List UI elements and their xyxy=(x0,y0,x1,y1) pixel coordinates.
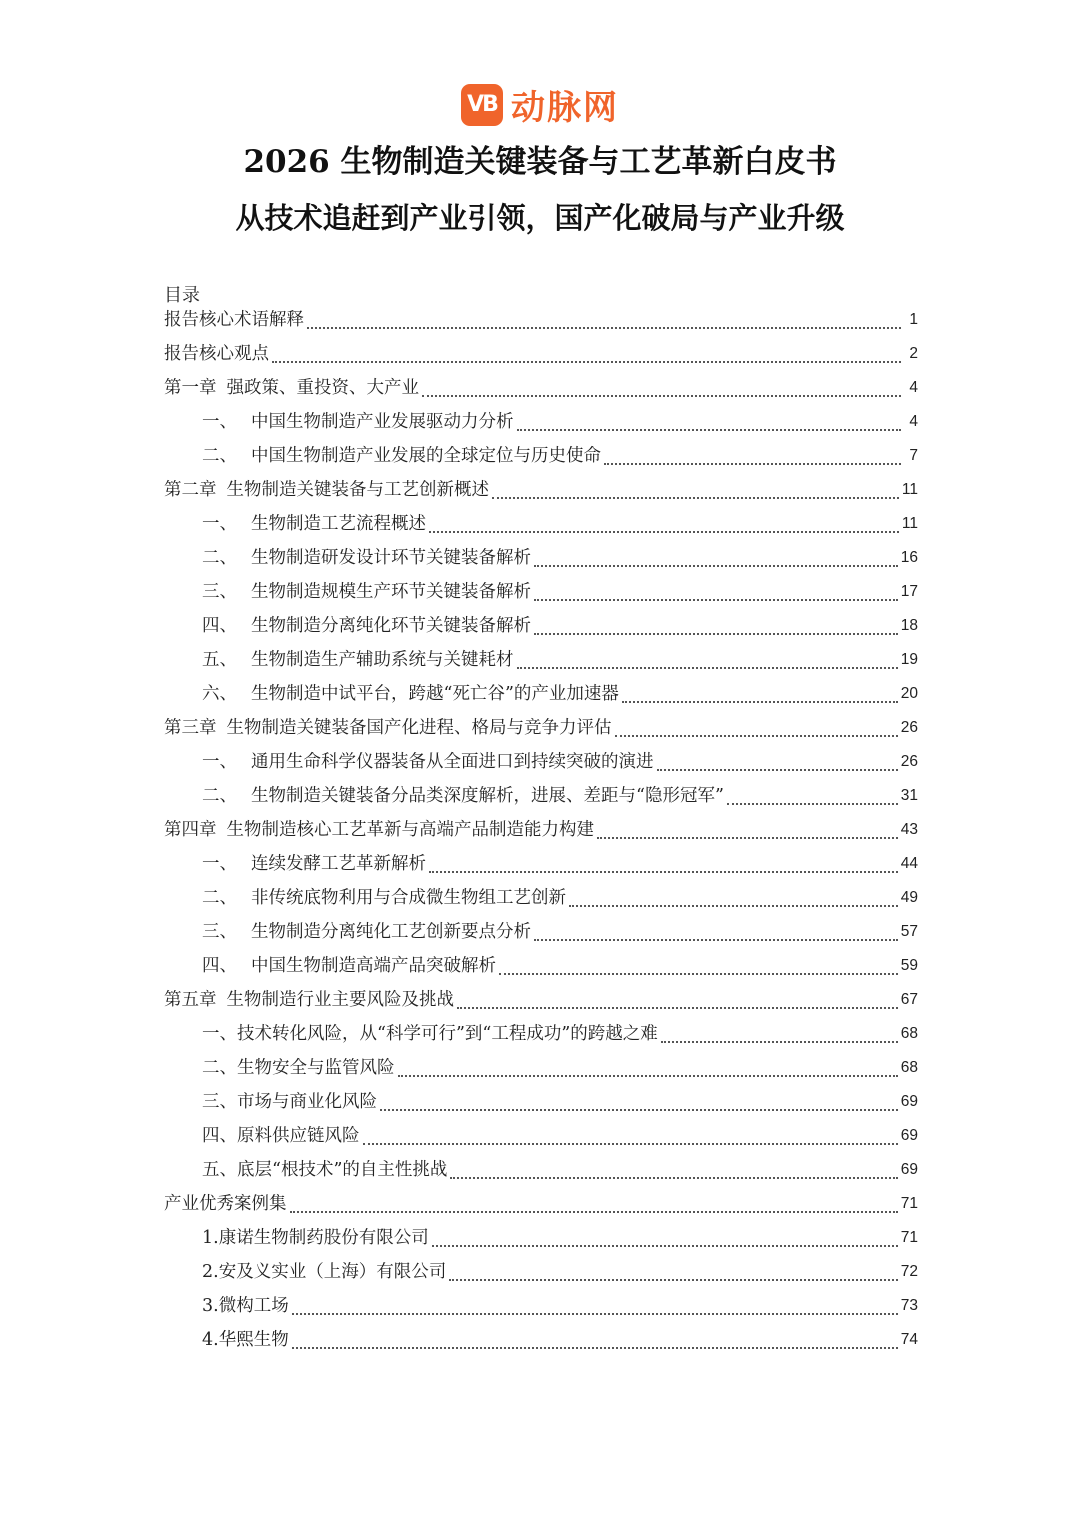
toc-entry[interactable] xyxy=(164,1323,918,1357)
toc-entry-number: 二、 xyxy=(202,446,237,466)
toc-entry-label xyxy=(202,779,724,813)
toc-entry-page: 68 xyxy=(900,1059,918,1076)
toc-entry-label xyxy=(202,405,514,439)
toc-entry-text: 通用生命科学仪器装备从全面进口到持续突破的演进 xyxy=(251,752,654,772)
toc-entry[interactable] xyxy=(164,1255,918,1289)
toc-entry-page: 2 xyxy=(909,345,918,362)
toc-entry-page: 67 xyxy=(900,991,918,1008)
toc-entry-label xyxy=(202,1017,658,1051)
toc-entry-label xyxy=(164,303,304,337)
toc-entry-number: 二、 xyxy=(202,888,237,908)
toc-entry-text: 五、底层“根技术”的自主性挑战 xyxy=(202,1160,448,1180)
dot-leader xyxy=(432,1244,898,1247)
toc-entry-number: 第三章 xyxy=(164,718,217,738)
dot-leader xyxy=(272,360,901,363)
toc-entry-text: 报告核心观点 xyxy=(164,344,269,364)
toc-entry[interactable] xyxy=(164,949,918,983)
toc-entry[interactable] xyxy=(164,1289,918,1323)
toc-entry-number: 第二章 xyxy=(164,480,217,500)
toc-entry[interactable] xyxy=(164,881,918,915)
dot-leader xyxy=(657,768,898,771)
toc-entry-text: 二、生物安全与监管风险 xyxy=(202,1058,395,1078)
toc-entry-label xyxy=(202,609,531,643)
toc-entry[interactable] xyxy=(164,609,918,643)
dot-leader xyxy=(292,1312,898,1315)
dot-leader xyxy=(457,1006,898,1009)
dot-leader xyxy=(492,496,899,499)
toc-entry-text: 生物制造工艺流程概述 xyxy=(251,514,426,534)
dot-leader xyxy=(363,1142,898,1145)
toc-entry-number: 第五章 xyxy=(164,990,217,1010)
toc-entry[interactable] xyxy=(164,405,918,439)
document-subtitle: 从技术追赶到产业引领，国产化破局与产业升级 xyxy=(235,201,845,235)
toc-entry-label xyxy=(164,473,489,507)
toc-entry-page: 1 xyxy=(909,311,918,328)
toc-entry-text: 中国生物制造产业发展的全球定位与历史使命 xyxy=(251,446,601,466)
dot-leader xyxy=(517,428,902,431)
toc-entry-page: 4 xyxy=(909,413,918,430)
toc-entry-text: 一、技术转化风险，从“科学可行”到“工程成功”的跨越之难 xyxy=(202,1024,658,1044)
toc-entry-page: 11 xyxy=(901,481,918,498)
brand-logo xyxy=(0,80,1080,129)
toc-entry-page: 19 xyxy=(900,651,918,668)
toc-entry[interactable] xyxy=(164,1085,918,1119)
toc-entry-page: 74 xyxy=(900,1331,918,1348)
toc-entry[interactable] xyxy=(164,643,918,677)
toc-entry-text: 三、市场与商业化风险 xyxy=(202,1092,377,1112)
toc-entry[interactable] xyxy=(164,745,918,779)
toc-entry-number: 第一章 xyxy=(164,378,217,398)
dot-leader xyxy=(534,598,898,601)
dot-leader xyxy=(499,972,898,975)
dot-leader xyxy=(398,1074,898,1077)
toc-entry[interactable] xyxy=(164,983,918,1017)
toc-entry[interactable] xyxy=(164,371,918,405)
toc-entry-label xyxy=(202,847,426,881)
toc-entry-text: 生物制造关键装备与工艺创新概述 xyxy=(226,480,489,500)
toc-entry-label xyxy=(202,439,601,473)
toc-entry-page: 11 xyxy=(901,515,918,532)
dot-leader xyxy=(429,870,898,873)
dot-leader xyxy=(429,530,899,533)
toc-entry-label xyxy=(202,1051,395,1085)
dot-leader xyxy=(422,394,901,397)
toc-entry[interactable] xyxy=(164,677,918,711)
toc-entry-label xyxy=(164,711,612,745)
document-title: 2026 生物制造关键装备与工艺革新白皮书 xyxy=(243,144,837,180)
dot-leader xyxy=(534,564,898,567)
toc-entry-label xyxy=(202,541,531,575)
toc-entry-label xyxy=(164,1187,287,1221)
toc-entry-page: 4 xyxy=(909,379,918,396)
toc-entry[interactable] xyxy=(164,303,918,337)
toc-entry[interactable] xyxy=(164,1119,918,1153)
table-of-contents xyxy=(164,303,918,1357)
toc-entry-text: 生物制造关键装备国产化进程、格局与竞争力评估 xyxy=(226,718,612,738)
toc-entry-number: 二、 xyxy=(202,548,237,568)
dot-leader xyxy=(534,632,898,635)
toc-entry-label xyxy=(164,983,454,1017)
toc-entry-text: 生物制造分离纯化工艺创新要点分析 xyxy=(251,922,531,942)
toc-entry-number: 五、 xyxy=(202,650,237,670)
dot-leader xyxy=(622,700,898,703)
toc-entry-number: 四、 xyxy=(202,956,237,976)
toc-entry[interactable] xyxy=(164,473,918,507)
toc-entry-text: 非传统底物利用与合成微生物组工艺创新 xyxy=(251,888,566,908)
toc-entry[interactable] xyxy=(164,813,918,847)
toc-entry-text: 生物制造中试平台，跨越“死亡谷”的产业加速器 xyxy=(251,684,619,704)
toc-entry-page: 16 xyxy=(900,549,918,566)
toc-entry-label xyxy=(202,1085,377,1119)
toc-entry[interactable] xyxy=(164,1051,918,1085)
toc-entry-page: 68 xyxy=(900,1025,918,1042)
toc-entry-number: 第四章 xyxy=(164,820,217,840)
dot-leader xyxy=(727,802,898,805)
toc-entry-page: 17 xyxy=(900,583,918,600)
dot-leader xyxy=(534,938,898,941)
toc-entry-label xyxy=(202,1153,447,1187)
toc-entry[interactable] xyxy=(164,337,918,371)
toc-entry-label xyxy=(202,643,514,677)
dot-leader xyxy=(380,1108,898,1111)
toc-entry-text: 生物制造行业主要风险及挑战 xyxy=(226,990,454,1010)
toc-entry-number: 三、 xyxy=(202,582,237,602)
toc-entry[interactable] xyxy=(164,507,918,541)
toc-entry-text: 四、原料供应链风险 xyxy=(202,1126,360,1146)
toc-entry[interactable] xyxy=(164,439,918,473)
toc-entry[interactable] xyxy=(164,575,918,609)
toc-entry-page: 7 xyxy=(909,447,918,464)
toc-entry-text: 生物制造生产辅助系统与关键耗材 xyxy=(251,650,514,670)
toc-entry-number: 三、 xyxy=(202,922,237,942)
toc-entry-number: 六、 xyxy=(202,684,237,704)
toc-entry-label xyxy=(202,1289,289,1323)
dot-leader xyxy=(290,1210,898,1213)
toc-entry-text: 报告核心术语解释 xyxy=(164,310,304,330)
toc-entry-label xyxy=(202,745,654,779)
logo-mark-icon: VB xyxy=(461,84,503,126)
toc-entry-text: 生物制造核心工艺革新与高端产品制造能力构建 xyxy=(226,820,594,840)
toc-entry-text: 中国生物制造高端产品突破解析 xyxy=(251,956,496,976)
toc-heading: 目录 xyxy=(164,285,200,306)
dot-leader xyxy=(615,734,898,737)
toc-entry-text: 产业优秀案例集 xyxy=(164,1194,287,1214)
toc-entry[interactable] xyxy=(164,915,918,949)
dot-leader xyxy=(450,1176,897,1179)
toc-entry-label xyxy=(202,1255,446,1289)
toc-entry-text: 连续发酵工艺革新解析 xyxy=(251,854,426,874)
toc-entry-label xyxy=(164,337,269,371)
toc-entry[interactable] xyxy=(164,1153,918,1187)
dot-leader xyxy=(307,326,901,329)
toc-entry-page: 44 xyxy=(900,855,918,872)
toc-entry-page: 18 xyxy=(900,617,918,634)
toc-entry-label xyxy=(202,507,426,541)
toc-entry-page: 31 xyxy=(900,787,918,804)
toc-entry-label xyxy=(202,1119,360,1153)
toc-entry-page: 43 xyxy=(900,821,918,838)
toc-entry-label xyxy=(164,371,419,405)
dot-leader xyxy=(449,1278,898,1281)
toc-entry-page: 69 xyxy=(900,1127,918,1144)
toc-entry-number: 一、 xyxy=(202,412,237,432)
toc-entry-label xyxy=(202,915,531,949)
toc-entry-page: 71 xyxy=(900,1229,918,1246)
toc-entry-page: 69 xyxy=(900,1093,918,1110)
toc-entry-label xyxy=(202,949,496,983)
toc-entry-text: 3.微构工场 xyxy=(202,1296,289,1316)
toc-entry-text: 生物制造分离纯化环节关键装备解析 xyxy=(251,616,531,636)
toc-entry-page: 59 xyxy=(900,957,918,974)
toc-entry[interactable] xyxy=(164,1187,918,1221)
toc-entry[interactable] xyxy=(164,779,918,813)
dot-leader xyxy=(597,836,898,839)
toc-entry-page: 20 xyxy=(900,685,918,702)
toc-entry-text: 强政策、重投资、大产业 xyxy=(226,378,419,398)
toc-entry-text: 中国生物制造产业发展驱动力分析 xyxy=(251,412,514,432)
toc-entry-page: 49 xyxy=(900,889,918,906)
logo-text: 动脉网 xyxy=(511,88,619,128)
toc-entry-page: 73 xyxy=(900,1297,918,1314)
toc-entry-page: 26 xyxy=(900,719,918,736)
toc-entry-page: 57 xyxy=(900,923,918,940)
toc-entry-label xyxy=(202,1221,429,1255)
toc-entry-number: 一、 xyxy=(202,854,237,874)
toc-entry-text: 生物制造关键装备分品类深度解析，进展、差距与“隐形冠军” xyxy=(251,786,724,806)
toc-entry-page: 26 xyxy=(900,753,918,770)
dot-leader xyxy=(569,904,898,907)
toc-entry[interactable] xyxy=(164,541,918,575)
dot-leader xyxy=(661,1040,898,1043)
toc-entry-text: 生物制造规模生产环节关键装备解析 xyxy=(251,582,531,602)
toc-entry-page: 69 xyxy=(900,1161,918,1178)
dot-leader xyxy=(292,1346,898,1349)
toc-entry-page: 71 xyxy=(900,1195,918,1212)
toc-entry-label xyxy=(202,575,531,609)
toc-entry[interactable] xyxy=(164,847,918,881)
toc-entry[interactable] xyxy=(164,1017,918,1051)
dot-leader xyxy=(604,462,901,465)
toc-entry[interactable] xyxy=(164,1221,918,1255)
toc-entry-number: 一、 xyxy=(202,752,237,772)
dot-leader xyxy=(517,666,898,669)
toc-entry-label xyxy=(164,813,594,847)
toc-entry[interactable] xyxy=(164,711,918,745)
toc-entry-number: 一、 xyxy=(202,514,237,534)
toc-entry-label xyxy=(202,677,619,711)
toc-entry-text: 2.安及义实业（上海）有限公司 xyxy=(202,1262,447,1282)
toc-entry-number: 二、 xyxy=(202,786,237,806)
toc-entry-text: 生物制造研发设计环节关键装备解析 xyxy=(251,548,531,568)
toc-entry-number: 四、 xyxy=(202,616,237,636)
toc-entry-text: 4.华熙生物 xyxy=(202,1330,289,1350)
toc-entry-page: 72 xyxy=(900,1263,918,1280)
toc-entry-text: 1.康诺生物制药股份有限公司 xyxy=(202,1228,429,1248)
toc-entry-label xyxy=(202,881,566,915)
toc-entry-label xyxy=(202,1323,289,1357)
